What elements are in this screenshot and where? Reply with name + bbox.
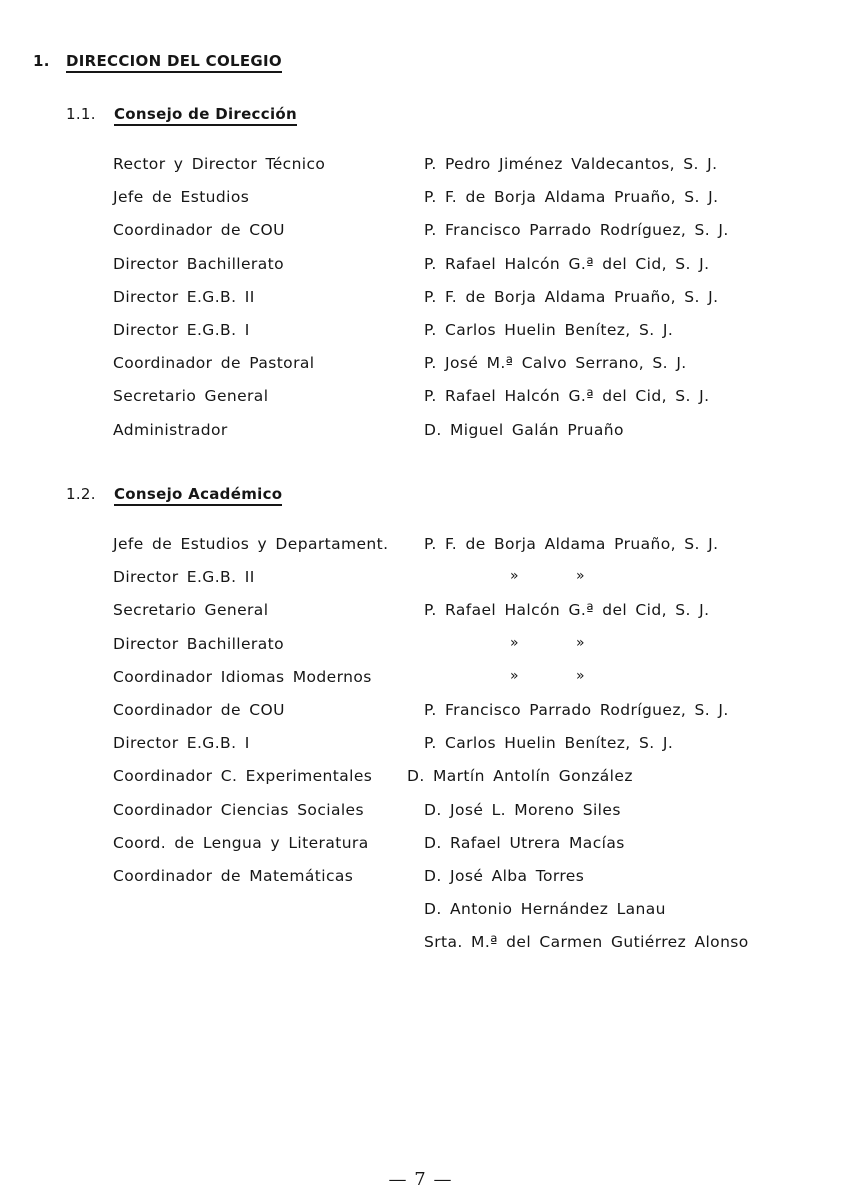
person-name: P. José M.ª Calvo Serrano, S. J. [424,354,687,372]
subsection-number: 1.1. [66,105,96,123]
role-label: Jefe de Estudios [113,188,250,206]
list-item [0,354,841,378]
list-item [0,221,841,245]
role-label: Coordinador C. Experimentales [113,767,373,785]
list-item [0,668,841,692]
person-name: D. José L. Moreno Siles [424,801,621,819]
person-name: P. Pedro Jiménez Valdecantos, S. J. [424,155,718,173]
role-label: Coordinador Ciencias Sociales [113,801,364,819]
subsection-number: 1.2. [66,485,96,503]
list-item [0,568,841,592]
role-label: Rector y Director Técnico [113,155,326,173]
list-item [0,255,841,279]
list-item [0,767,841,791]
list-item [0,155,841,179]
list-item [0,387,841,411]
page-number: — 7 — [388,1169,453,1190]
person-name: P. Carlos Huelin Benítez, S. J. [424,321,674,339]
ditto-mark: » [510,568,519,584]
role-label: Coordinador de Pastoral [113,354,315,372]
role-label: Administrador [113,421,228,439]
role-label: Director Bachillerato [113,255,284,273]
person-name: P. F. de Borja Aldama Pruaño, S. J. [424,288,719,306]
subsection-title: Consejo Académico [114,485,282,506]
section-number: 1. [33,52,50,70]
list-item [0,535,841,559]
role-label: Director E.G.B. I [113,321,250,339]
section-heading [33,52,282,73]
list-item [0,321,841,345]
person-name: D. Antonio Hernández Lanau [424,900,666,918]
section-title: DIRECCION DEL COLEGIO [66,52,282,73]
list-item [0,801,841,825]
role-label: Coordinador de COU [113,221,285,239]
role-label: Director E.G.B. II [113,568,255,586]
list-item [0,635,841,659]
person-name: P. Rafael Halcón G.ª del Cid, S. J. [424,255,710,273]
person-name: D. Rafael Utrera Macías [424,834,625,852]
ditto-mark: » [576,668,585,684]
subsection-heading-direction [66,105,297,126]
role-label: Secretario General [113,387,269,405]
role-label: Director E.G.B. II [113,288,255,306]
person-name: D. José Alba Torres [424,867,585,885]
list-item [0,834,841,858]
list-item [0,734,841,758]
role-label: Jefe de Estudios y Departament. [113,535,389,553]
person-name: D. Martín Antolín González [407,767,633,785]
list-item [0,288,841,312]
role-label: Coord. de Lengua y Literatura [113,834,369,852]
ditto-mark: » [510,635,519,651]
subsection-title: Consejo de Dirección [114,105,297,126]
person-name: P. Francisco Parrado Rodríguez, S. J. [424,701,729,719]
list-item [0,601,841,625]
role-label: Secretario General [113,601,269,619]
person-name: P. F. de Borja Aldama Pruaño, S. J. [424,535,719,553]
list-item [0,933,841,957]
role-label: Coordinador de Matemáticas [113,867,354,885]
ditto-mark: » [510,668,519,684]
role-label: Coordinador Idiomas Modernos [113,668,372,686]
person-name: D. Miguel Galán Pruaño [424,421,624,439]
role-label: Director Bachillerato [113,635,284,653]
person-name: P. Francisco Parrado Rodríguez, S. J. [424,221,729,239]
list-item [0,421,841,445]
person-name: P. Rafael Halcón G.ª del Cid, S. J. [424,601,710,619]
subsection-heading-academic [66,485,282,506]
role-label: Coordinador de COU [113,701,285,719]
list-item [0,867,841,891]
person-name: Srta. M.ª del Carmen Gutiérrez Alonso [424,933,749,951]
list-item [0,701,841,725]
list-item [0,900,841,924]
person-name: P. Carlos Huelin Benítez, S. J. [424,734,674,752]
list-item [0,188,841,212]
person-name: P. F. de Borja Aldama Pruaño, S. J. [424,188,719,206]
person-name: P. Rafael Halcón G.ª del Cid, S. J. [424,387,710,405]
ditto-mark: » [576,635,585,651]
role-label: Director E.G.B. I [113,734,250,752]
ditto-mark: » [576,568,585,584]
